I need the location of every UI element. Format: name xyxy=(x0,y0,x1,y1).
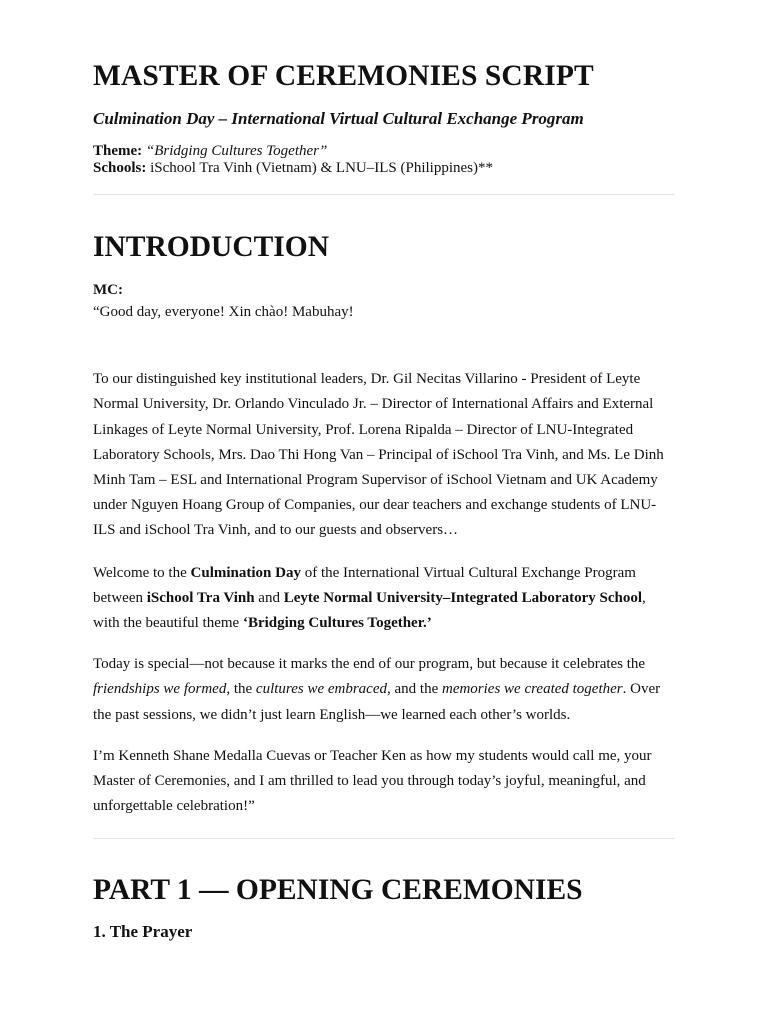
speaker-label: MC: xyxy=(93,282,123,298)
prayer-subheading: 1. The Prayer xyxy=(93,922,193,942)
divider xyxy=(93,194,675,195)
theme-bold: ‘Bridging Cultures Together.’ xyxy=(242,615,432,632)
special-paragraph xyxy=(93,652,675,728)
greeting-paragraph: “Good day, everyone! Xin chào! Mabuhay! xyxy=(93,304,354,320)
lnu-ils-bold: Leyte Normal University–Integrated Laboratory School xyxy=(283,589,642,606)
document-subtitle: Culmination Day – International Virtual Cultural Exchange Program xyxy=(93,109,584,128)
welcome-text-3: and xyxy=(254,589,284,606)
special-text-2: , the xyxy=(226,681,256,698)
theme-value: “Bridging Cultures Together” xyxy=(145,143,328,159)
document-meta xyxy=(93,143,675,177)
culmination-day-bold: Culmination Day xyxy=(190,564,301,581)
schools-line xyxy=(93,160,675,177)
part1-heading: PART 1 — OPENING CEREMONIES xyxy=(93,874,583,907)
ischool-bold: iSchool Tra Vinh xyxy=(146,589,255,606)
self-intro-paragraph: I’m Kenneth Shane Medalla Cuevas or Teacher Ken as how my students would call me, your Master of Ceremonies, and I am thrilled to lead you through today’s joyful, meaningful, and unforgettable celebration!” xyxy=(93,747,652,815)
welcome-text-2: of the International Virtual Cultural Exchange Program between xyxy=(93,564,636,606)
cultures-italic: cultures we embraced xyxy=(255,681,387,698)
document-title: MASTER OF CEREMONIES SCRIPT xyxy=(93,60,594,92)
welcome-paragraph xyxy=(93,561,675,637)
memories-italic: memories we created together xyxy=(441,681,623,698)
special-text-4: . Over the past sessions, we didn’t just learn English—we learned each other’s worlds. xyxy=(93,681,661,723)
schools-value: iSchool Tra Vinh (Vietnam) & LNU–ILS (Philippines)** xyxy=(150,160,494,176)
special-text-3: , and the xyxy=(387,681,442,698)
introduction-heading: INTRODUCTION xyxy=(93,231,330,263)
welcome-text-1: Welcome to the xyxy=(93,564,191,581)
theme-line xyxy=(93,143,675,160)
schools-label: Schools: xyxy=(93,160,147,176)
theme-label: Theme: xyxy=(93,143,143,159)
special-text-1: Today is special—not because it marks the end of our program, but because it celebrates the xyxy=(93,656,646,673)
divider xyxy=(93,838,675,839)
friendships-italic: friendships we formed xyxy=(93,681,227,698)
welcome-text-4: , with the beautiful theme xyxy=(93,589,646,632)
acknowledgement-paragraph: To our distinguished key institutional leaders, Dr. Gil Necitas Villarino - President of Leyte Normal University, Dr. Orlando Vinculado Jr. – Director of International Affairs and External Linkages of Leyte Normal University, Prof. Lorena Ripalda – Director of LNU-Integrated Laboratory Schools, Mrs. Dao Thi Hong Van – Principal of iSchool Tra Vinh, and Ms. Le Dinh Minh Tam – ESL and International Program Supervisor of iSchool Vietnam and UK Academy under Nguyen Hoang Group of Companies, our dear teachers and exchange students of LNU-ILS and iSchool Tra Vinh, and to our guests and observers… xyxy=(93,371,664,539)
